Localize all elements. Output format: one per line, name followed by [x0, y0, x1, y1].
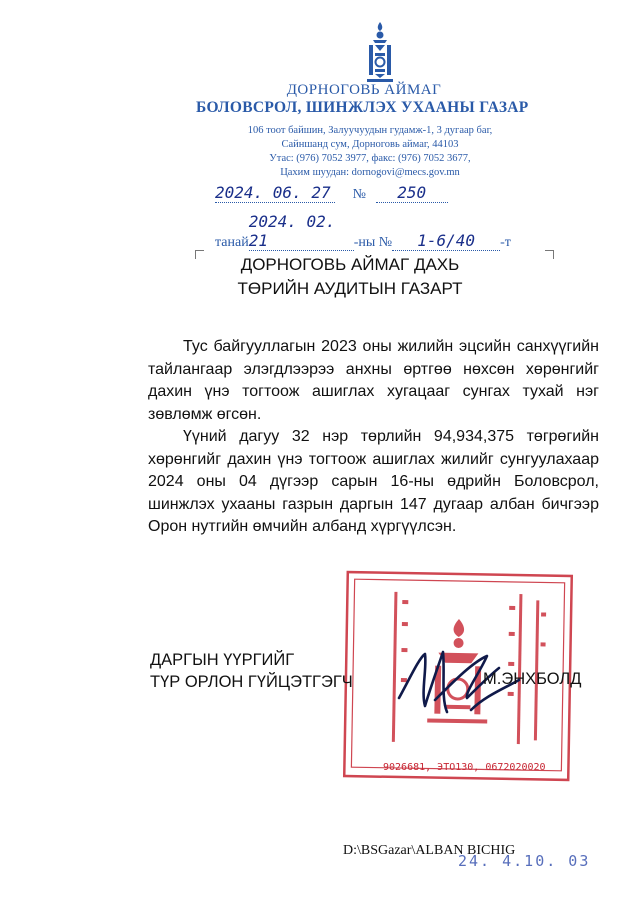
ref-number: 1-6/40 [392, 231, 500, 251]
soyombo-emblem-icon [362, 20, 398, 84]
email-line: Цахим шуудан: dornogovi@mecs.gov.mn [280, 167, 460, 178]
address-line: 106 тоот байшин, Залуучуудын гудамж-1, 3 дугаар баг, [247, 125, 493, 136]
signatory-title [150, 649, 353, 693]
recipient-line: ДОРНОГОВЬ АЙМАГ ДАХЬ [240, 255, 460, 274]
ref-mid: -ны № [353, 235, 393, 250]
registration-date: 2024. 06. 27 [215, 183, 335, 203]
file-path: D:\BSGazar\ALBAN BICHIG [343, 843, 516, 858]
body-paragraph: Тус байгууллагын 2023 оны жилийн эцсийн санхүүгийн тайлангаар элэгдлээрээ анхны өртгөө нөхсөн хөрөнгийг дахин үнэ тогтоож ашиглах хугацааг сунгах тухай нэг зөвлөмж өгсөн. [148, 338, 599, 423]
org-name-aimag: ДОРНОГОВЬ АЙМАГ [286, 82, 442, 98]
signatory-title-line: ТҮР ОРЛОН ГҮЙЦЭТГЭГЧ [150, 673, 353, 691]
registration-number: 250 [376, 183, 448, 203]
number-prefix: № [352, 187, 366, 202]
org-name-department: БОЛОВСРОЛ, ШИНЖЛЭХ УХААНЫ ГАЗАР [196, 99, 529, 116]
ref-prefix: танай [215, 235, 249, 250]
address-line: Сайншанд сум, Дорноговь аймаг, 44103 [281, 139, 459, 150]
ref-suffix: -т [500, 235, 511, 250]
reference-line [215, 212, 511, 251]
signatory-title-line: ДАРГЫН ҮҮРГИЙГ [150, 651, 295, 669]
signatory-name: М.ЭНХБОЛД [483, 670, 582, 688]
registration-line [215, 183, 448, 203]
letter-body [148, 336, 599, 539]
recipient-line: ТӨРИЙН АУДИТЫН ГАЗАРТ [237, 279, 463, 298]
phone-fax-line: Утас: (976) 7052 3977, факс: (976) 7052 3677, [269, 153, 471, 164]
recipient-block [150, 253, 550, 301]
stamp-registration-id: 9026681, ЭТО130, 0672020020 [383, 762, 546, 773]
ref-date: 2024. 02. 21 [249, 212, 354, 251]
body-paragraph: Үүний дагуу 32 нэр төрлийн 94,934,375 төгрөгийн хөрөнгийг дахин үнэ тогтоож ашиглах жилийг сунгуулахаар 2024 оны 04 дүгээр сарын 16-ны өдрийн Боловсрол, шинжлэх ухааны газрын даргын 147 дугаар албан бичгээр Орон нутгийн өмчийн албанд хүргүүлсэн. [148, 428, 599, 535]
received-date-stamp: 24. 4.10. 03 [458, 852, 591, 870]
